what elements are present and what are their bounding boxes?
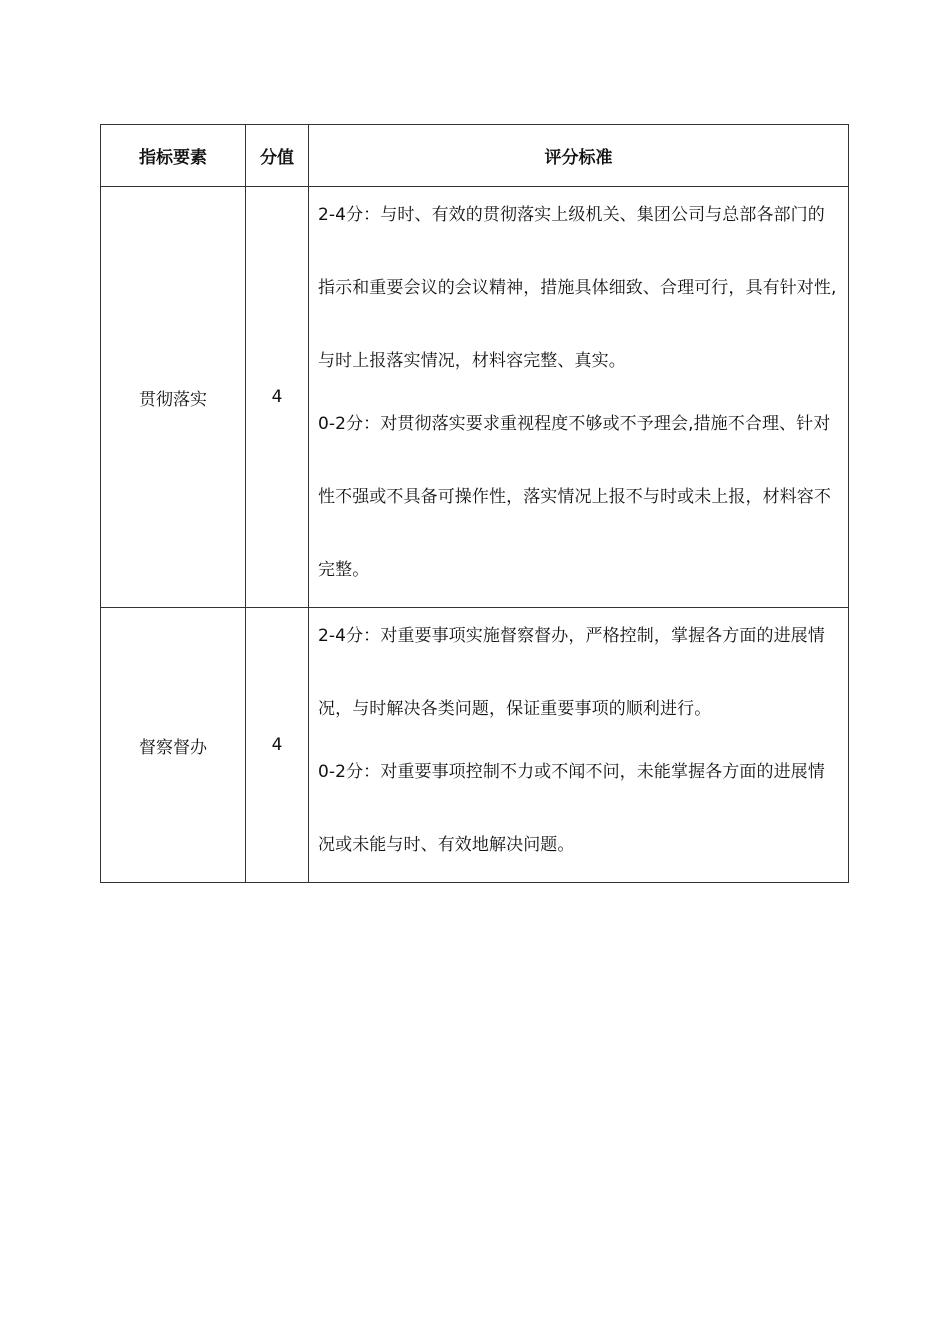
- score-cell: 4: [246, 608, 309, 883]
- header-criteria: 评分标准: [309, 125, 849, 187]
- criteria-paragraph: 2-4分：对重要事项实施督察督办，严格控制，掌握各方面的进展情况，与时解决各类问题，保证重要事项的顺利进行。: [318, 626, 825, 719]
- criteria-paragraph: 2-4分：与时、有效的贯彻落实上级机关、集团公司与总部各部门的指示和重要会议的会议精神，措施具体细致、合理可行，具有针对性,与时上报落实情况，材料容完整、真实。: [318, 205, 837, 371]
- score-cell: 4: [246, 187, 309, 608]
- header-score: 分值: [246, 125, 309, 187]
- scoring-table: [100, 124, 849, 883]
- table-row: [101, 608, 849, 883]
- criteria-paragraph: 0-2分：对贯彻落实要求重视程度不够或不予理会,措施不合理、针对性不强或不具备可操作性，落实情况上报不与时或未上报，材料容不完整。: [318, 414, 831, 580]
- table-header-row: [101, 125, 849, 187]
- header-indicator: 指标要素: [101, 125, 246, 187]
- table-row: [101, 187, 849, 608]
- criteria-paragraph: 0-2分：对重要事项控制不力或不闻不问，未能掌握各方面的进展情况或未能与时、有效地解决问题。: [318, 762, 825, 855]
- indicator-cell: 贯彻落实: [101, 187, 246, 608]
- criteria-cell: [309, 608, 849, 883]
- criteria-cell: [309, 187, 849, 608]
- indicator-cell: 督察督办: [101, 608, 246, 883]
